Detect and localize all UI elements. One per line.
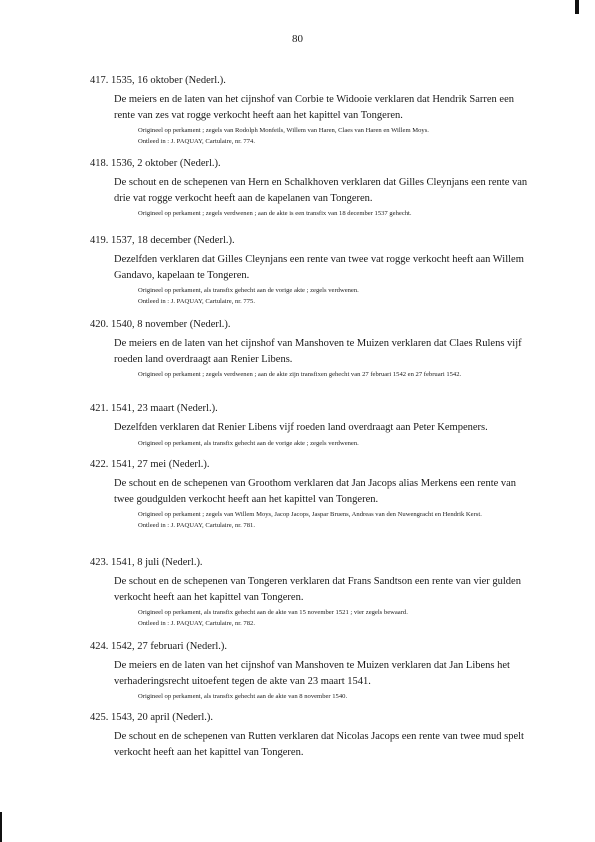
entry-text: De schout en de schepenen van Groothom verklaren dat Jan Jacops alias Merkens een rente van twee goudgulden verkocht heeft aan het kapittel van Tongeren. bbox=[114, 478, 517, 505]
scan-edge-mark-top-right bbox=[575, 0, 579, 14]
entry-417 bbox=[90, 74, 530, 147]
entry-text: Dezelfden verklaren dat Renier Libens vijf roeden land overdraagt aan Peter Kempeners. bbox=[114, 422, 488, 433]
edition-note: Ontleed in : J. PAQUAY, Cartulaire, nr. 775. bbox=[138, 297, 255, 305]
entry-heading: 425. 1543, 20 april (Nederl.). bbox=[90, 712, 214, 723]
source-note: Origineel op perkament, als transfix gehecht aan de vorige akte ; zegels verdwenen. bbox=[138, 439, 359, 447]
source-note: Origineel op perkament, als transfix gehecht aan de akte van 15 november 1521 ; vier zegels bewaard. bbox=[138, 609, 408, 616]
scan-edge-mark-bottom-left bbox=[0, 812, 2, 842]
entry-text: De schout en de schepenen van Hern en Schalkhoven verklaren dat Gilles Cleynjans een rente van drie vat rogge verkocht heeft aan de kapelanen van Tongeren. bbox=[114, 177, 528, 204]
entry-text: De meiers en de laten van het cijnshof van Manshoven te Muizen verklaren dat Jan Libens het verhaderingsrecht uitoefent tegen de akte van 23 maart 1541. bbox=[114, 660, 510, 687]
source-note: Origineel op perkament, als transfix gehecht aan de akte van 8 november 1540. bbox=[138, 693, 348, 700]
source-note: Origineel op perkament ; zegels verdwenen ; aan de akte is een transfix van 18 december 1537 gehecht. bbox=[138, 210, 412, 217]
source-note: Origineel op perkament ; zegels verdwenen ; aan de akte zijn transfixen gehecht van 27 februari 1542 en 27 februari 1542. bbox=[138, 371, 462, 378]
edition-note: Ontleed in : J. PAQUAY, Cartulaire, nr. 781. bbox=[138, 521, 255, 529]
entry-418 bbox=[90, 157, 530, 220]
entry-text: Dezelfden verklaren dat Gilles Cleynjans een rente van twee vat rogge verkocht heeft aan Willem Gandavo, kapelaan te Tongeren. bbox=[114, 254, 524, 281]
source-note: Origineel op perkament, als transfix gehecht aan de vorige akte ; zegels verdwenen. bbox=[138, 287, 359, 294]
entry-419 bbox=[90, 234, 530, 307]
entry-heading: 417. 1535, 16 oktober (Nederl.). bbox=[90, 75, 226, 86]
entry-heading: 421. 1541, 23 maart (Nederl.). bbox=[90, 403, 218, 414]
edition-note: Ontleed in : J. PAQUAY, Cartulaire, nr. 782. bbox=[138, 619, 255, 627]
entry-heading: 423. 1541, 8 juli (Nederl.). bbox=[90, 557, 203, 568]
entry-text: De schout en de schepenen van Rutten verklaren dat Nicolas Jacops een rente van twee mud spelt verkocht heeft aan het kapittel van Tongeren. bbox=[114, 731, 524, 758]
entry-heading: 424. 1542, 27 februari (Nederl.). bbox=[90, 641, 228, 652]
entry-text: De meiers en de laten van het cijnshof van Corbie te Widooie verklaren dat Hendrik Sarren een rente van zes vat rogge verkocht heeft aan het kapittel van Tongeren. bbox=[114, 94, 514, 121]
entry-heading: 422. 1541, 27 mei (Nederl.). bbox=[90, 459, 210, 470]
source-note: Origineel op perkament ; zegels van Rodolph Monfeils, Willem van Haren, Claes van Haren en Willem Moys. bbox=[138, 127, 429, 134]
entry-420 bbox=[90, 318, 530, 381]
entry-423 bbox=[90, 556, 530, 629]
source-note: Origineel op perkament ; zegels van Willem Moys, Jacop Jacops, Jaspar Bruens, Andreas van den Nuwengracht en Hendrik Kerst. bbox=[138, 511, 482, 518]
edition-note: Ontleed in : J. PAQUAY, Cartulaire, nr. 774. bbox=[138, 137, 255, 145]
entry-heading: 418. 1536, 2 oktober (Nederl.). bbox=[90, 158, 221, 169]
entry-text: De meiers en de laten van het cijnshof van Manshoven te Muizen verklaren dat Claes Rulens vijf roeden land overdraagt aan Renier Libens. bbox=[114, 338, 522, 365]
page-number: 80 bbox=[292, 33, 303, 45]
entry-heading: 420. 1540, 8 november (Nederl.). bbox=[90, 319, 231, 330]
entry-text: De schout en de schepenen van Tongeren verklaren dat Frans Sandtson een rente van vier gulden verkocht heeft aan het kapittel van Tongeren. bbox=[114, 576, 521, 603]
entry-heading: 419. 1537, 18 december (Nederl.). bbox=[90, 235, 235, 246]
entry-422 bbox=[90, 458, 530, 531]
entry-425 bbox=[90, 711, 530, 760]
entry-421 bbox=[90, 402, 530, 449]
entry-424 bbox=[90, 640, 530, 703]
